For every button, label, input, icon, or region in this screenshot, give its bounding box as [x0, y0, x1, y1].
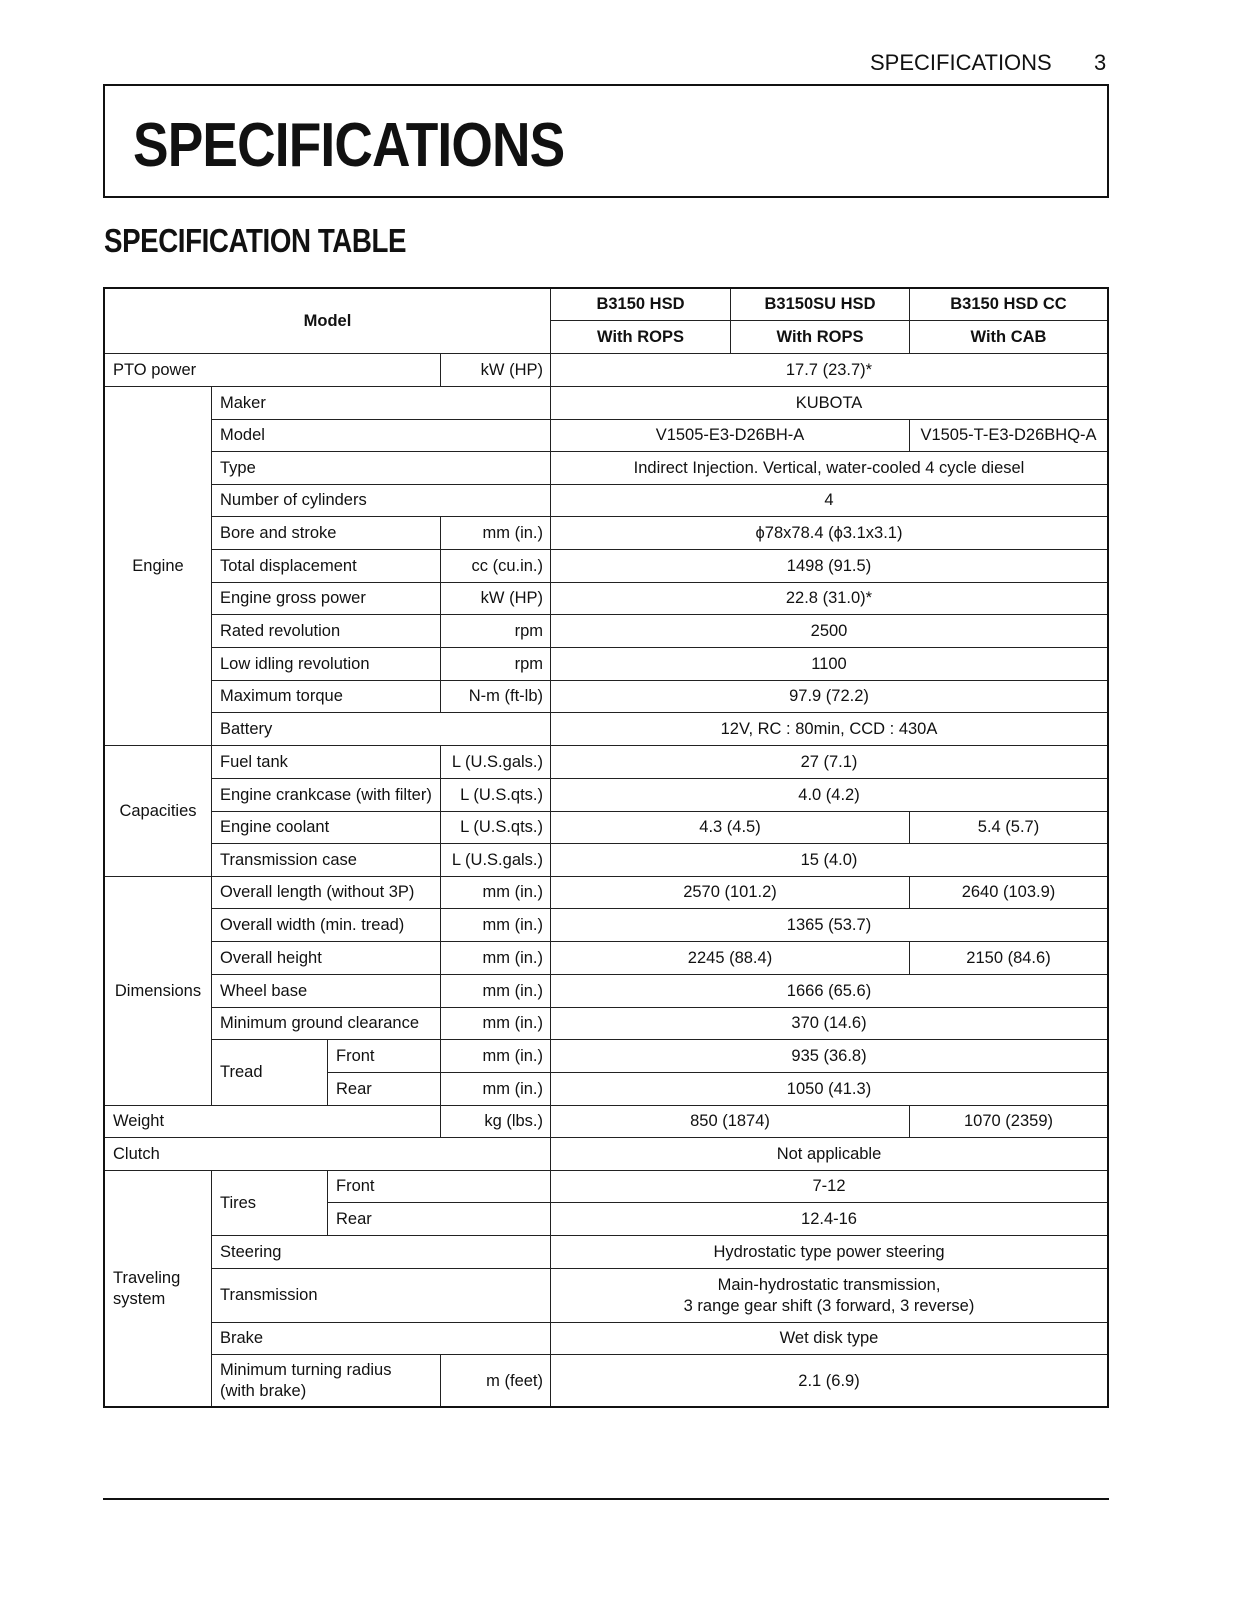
height-value-a: 2245 (88.4) [550, 941, 910, 975]
steering-label: Steering [211, 1235, 551, 1269]
gross-power-label: Engine gross power [211, 582, 441, 615]
engine-model-value-b: V1505-T-E3-D26BHQ-A [909, 419, 1108, 452]
trans-case-label: Transmission case [211, 843, 441, 877]
capacities-group-label: Capacities [104, 745, 212, 877]
rated-rev-value: 2500 [550, 614, 1108, 648]
pto-label: PTO power [104, 353, 441, 387]
engine-type-label: Type [211, 451, 551, 485]
pto-unit: kW (HP) [440, 353, 551, 387]
height-value-b: 2150 (84.6) [909, 941, 1108, 975]
clearance-unit: mm (in.) [440, 1007, 551, 1040]
engine-maker-label: Maker [211, 386, 551, 420]
width-unit: mm (in.) [440, 908, 551, 942]
chapter-title-box [103, 84, 1109, 198]
traveling-group-line2: system [113, 1290, 166, 1308]
clutch-label: Clutch [104, 1137, 551, 1171]
displacement-value: 1498 (91.5) [550, 549, 1108, 583]
turning-label-line1: Minimum turning radius [220, 1361, 392, 1380]
height-unit: mm (in.) [440, 941, 551, 975]
tread-label: Tread [211, 1039, 328, 1106]
weight-unit: kg (lbs.) [440, 1105, 551, 1138]
turning-unit: m (feet) [440, 1354, 551, 1408]
page-number: 3 [1094, 50, 1107, 75]
tires-rear-value: 12.4-16 [550, 1202, 1108, 1236]
tread-front-label: Front [327, 1039, 441, 1073]
height-label: Overall height [211, 941, 441, 975]
low-idle-unit: rpm [440, 647, 551, 681]
crankcase-unit: L (U.S.qts.) [440, 778, 551, 812]
width-label: Overall width (min. tread) [211, 908, 441, 942]
footer-rule [103, 1498, 1109, 1500]
engine-model-value-a: V1505-E3-D26BH-A [550, 419, 910, 452]
coolant-label: Engine coolant [211, 811, 441, 844]
length-unit: mm (in.) [440, 876, 551, 909]
clearance-label: Minimum ground clearance [211, 1007, 441, 1040]
turning-label [211, 1354, 441, 1408]
tread-rear-value: 1050 (41.3) [550, 1072, 1108, 1106]
engine-maker-value: KUBOTA [550, 386, 1108, 420]
model-variant-3: With CAB [909, 320, 1108, 354]
bore-value: ϕ78x78.4 (ϕ3.1x3.1) [550, 516, 1108, 550]
model-name-3: B3150 HSD CC [909, 288, 1108, 321]
model-name-2: B3150SU HSD [730, 288, 910, 321]
tread-rear-unit: mm (in.) [440, 1072, 551, 1106]
engine-type-value: Indirect Injection. Vertical, water-cooled 4 cycle diesel [550, 451, 1108, 485]
fuel-value: 27 (7.1) [550, 745, 1108, 779]
fuel-label: Fuel tank [211, 745, 441, 779]
brake-value: Wet disk type [550, 1322, 1108, 1355]
trans-case-unit: L (U.S.gals.) [440, 843, 551, 877]
trans-case-value: 15 (4.0) [550, 843, 1108, 877]
battery-value: 12V, RC : 80min, CCD : 430A [550, 712, 1108, 746]
coolant-value-b: 5.4 (5.7) [909, 811, 1108, 844]
wheelbase-value: 1666 (65.6) [550, 974, 1108, 1008]
low-idle-value: 1100 [550, 647, 1108, 681]
clutch-value: Not applicable [550, 1137, 1108, 1171]
model-header: Model [104, 288, 551, 354]
width-value: 1365 (53.7) [550, 908, 1108, 942]
model-variant-1: With ROPS [550, 320, 731, 354]
tread-front-value: 935 (36.8) [550, 1039, 1108, 1073]
displacement-unit: cc (cu.in.) [440, 549, 551, 583]
torque-unit: N-m (ft-lb) [440, 680, 551, 713]
bore-unit: mm (in.) [440, 516, 551, 550]
gross-power-value: 22.8 (31.0)* [550, 582, 1108, 615]
coolant-value-a: 4.3 (4.5) [550, 811, 910, 844]
pto-value: 17.7 (23.7)* [550, 353, 1108, 387]
transmission-value-line1: Main-hydrostatic transmission, [717, 1275, 941, 1294]
weight-label: Weight [104, 1105, 441, 1138]
tires-rear-label: Rear [327, 1202, 551, 1236]
cylinders-value: 4 [550, 484, 1108, 517]
section-title: SPECIFICATION TABLE [104, 222, 407, 259]
gross-power-unit: kW (HP) [440, 582, 551, 615]
traveling-group-label [104, 1170, 212, 1408]
brake-label: Brake [211, 1322, 551, 1355]
chapter-title: SPECIFICATIONS [133, 111, 565, 180]
transmission-value [550, 1268, 1108, 1323]
weight-value-a: 850 (1874) [550, 1105, 910, 1138]
fuel-unit: L (U.S.gals.) [440, 745, 551, 779]
engine-model-label: Model [211, 419, 551, 452]
traveling-group-line1: Traveling [113, 1269, 181, 1288]
weight-value-b: 1070 (2359) [909, 1105, 1108, 1138]
model-variant-2: With ROPS [730, 320, 910, 354]
running-title: SPECIFICATIONS [870, 50, 1052, 75]
rated-rev-label: Rated revolution [211, 614, 441, 648]
engine-group-label: Engine [104, 386, 212, 746]
tread-rear-label: Rear [327, 1072, 441, 1106]
steering-value: Hydrostatic type power steering [550, 1235, 1108, 1269]
bore-label: Bore and stroke [211, 516, 441, 550]
tires-front-label: Front [327, 1170, 551, 1203]
length-value-a: 2570 (101.2) [550, 876, 910, 909]
coolant-unit: L (U.S.qts.) [440, 811, 551, 844]
model-name-1: B3150 HSD [550, 288, 731, 321]
transmission-value-line2: 3 range gear shift (3 forward, 3 reverse) [683, 1296, 975, 1315]
cylinders-label: Number of cylinders [211, 484, 551, 517]
turning-label-line2: (with brake) [220, 1382, 307, 1400]
torque-value: 97.9 (72.2) [550, 680, 1108, 713]
dimensions-group-label: Dimensions [104, 876, 212, 1106]
crankcase-value: 4.0 (4.2) [550, 778, 1108, 812]
clearance-value: 370 (14.6) [550, 1007, 1108, 1040]
low-idle-label: Low idling revolution [211, 647, 441, 681]
crankcase-label: Engine crankcase (with filter) [211, 778, 441, 812]
wheelbase-label: Wheel base [211, 974, 441, 1008]
battery-label: Battery [211, 712, 551, 746]
transmission-label: Transmission [211, 1268, 551, 1323]
length-label: Overall length (without 3P) [211, 876, 441, 909]
turning-value: 2.1 (6.9) [550, 1354, 1108, 1408]
displacement-label: Total displacement [211, 549, 441, 583]
tires-label: Tires [211, 1170, 328, 1236]
rated-rev-unit: rpm [440, 614, 551, 648]
wheelbase-unit: mm (in.) [440, 974, 551, 1008]
tread-front-unit: mm (in.) [440, 1039, 551, 1073]
length-value-b: 2640 (103.9) [909, 876, 1108, 909]
tires-front-value: 7-12 [550, 1170, 1108, 1203]
torque-label: Maximum torque [211, 680, 441, 713]
